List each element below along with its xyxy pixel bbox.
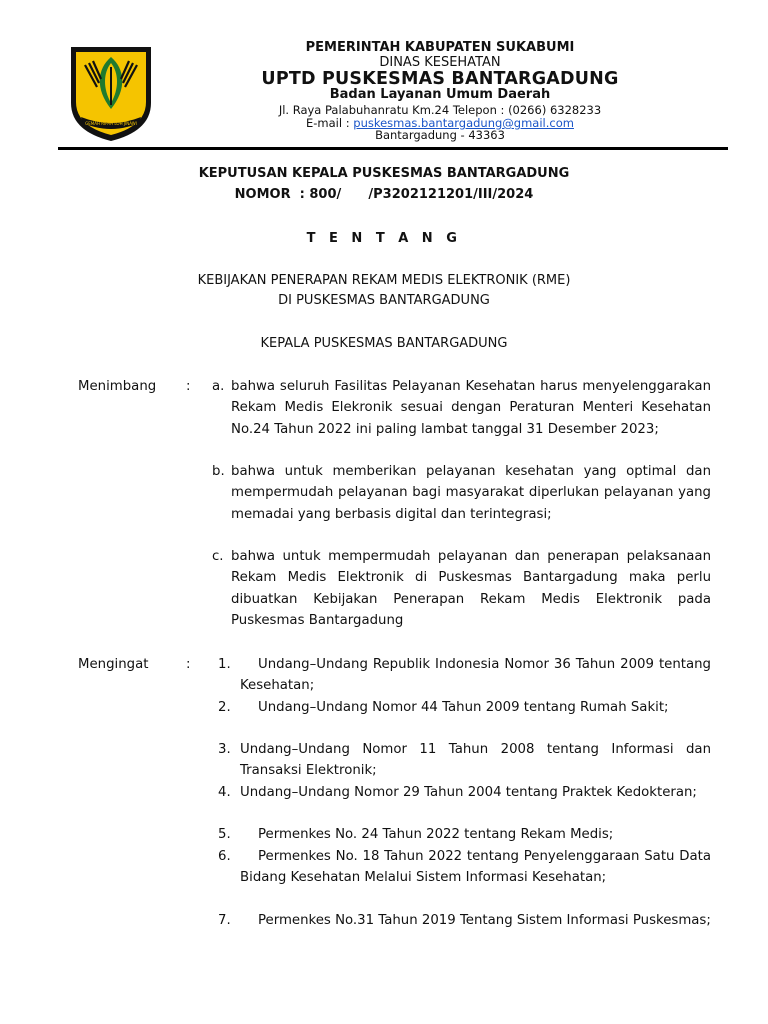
decree-number: NOMOR : 800/ /P3202121201/III/2024 bbox=[234, 187, 534, 202]
mengingat-marker-4: 4. bbox=[218, 785, 231, 800]
mengingat-marker-1: 1. bbox=[218, 657, 231, 672]
menimbang-colon: : bbox=[186, 379, 191, 394]
regency-emblem-logo bbox=[67, 43, 155, 143]
emblem-motto: GEMAH RIPAH LOH JINAWI bbox=[85, 121, 137, 126]
kop-government: PEMERINTAH KABUPATEN SUKABUMI bbox=[305, 40, 575, 55]
mengingat-marker-5: 5. bbox=[218, 827, 231, 842]
email-label: E-mail : bbox=[306, 116, 350, 130]
menimbang-item-b: bahwa untuk memberikan pelayanan kesehatan yang optimal dan mempermudah pelayanan bagi masyarakat diperlukan pelayanan yang memadai yang berbasis digital dan terintegrasi; bbox=[231, 464, 711, 522]
mengingat-item-6: Permenkes No. 18 Tahun 2022 tentang Penyelenggaraan Satu Data Bidang Kesehatan Melalui Sistem Informasi Kesehatan; bbox=[240, 849, 711, 886]
mengingat-item-3: Undang–Undang Nomor 11 Tahun 2008 tentang Informasi dan Transaksi Elektronik; bbox=[240, 742, 711, 779]
about-heading: T E N T A N G bbox=[306, 231, 462, 246]
mengingat-item-4: Undang–Undang Nomor 29 Tahun 2004 tentang Praktek Kedokteran; bbox=[240, 785, 697, 800]
menimbang-marker-a: a. bbox=[212, 379, 225, 394]
kop-city: Bantargadung - 43363 bbox=[375, 128, 505, 142]
mengingat-marker-2: 2. bbox=[218, 700, 231, 715]
subject-line-1: KEBIJAKAN PENERAPAN REKAM MEDIS ELEKTRONIK (RME) bbox=[197, 273, 571, 288]
decree-title: KEPUTUSAN KEPALA PUSKESMAS BANTARGADUNG bbox=[198, 166, 570, 181]
issuer-title: KEPALA PUSKESMAS BANTARGADUNG bbox=[260, 336, 508, 351]
menimbang-label: Menimbang bbox=[78, 379, 157, 394]
kop-agency: DINAS KESEHATAN bbox=[379, 55, 501, 70]
kop-address: Jl. Raya Palabuhanratu Km.24 Telepon : (0266) 6328233 bbox=[278, 103, 602, 117]
mengingat-item-1: Undang–Undang Republik Indonesia Nomor 36 Tahun 2009 tentang Kesehatan; bbox=[240, 657, 711, 694]
mengingat-label: Mengingat bbox=[78, 657, 149, 672]
menimbang-marker-b: b. bbox=[212, 464, 225, 479]
mengingat-colon: : bbox=[186, 657, 191, 672]
kop-institution: UPTD PUSKESMAS BANTARGADUNG bbox=[261, 69, 619, 89]
menimbang-marker-c: c. bbox=[212, 549, 224, 564]
mengingat-marker-6: 6. bbox=[218, 849, 231, 864]
kop-status: Badan Layanan Umum Daerah bbox=[329, 87, 551, 102]
subject-line-2: DI PUSKESMAS BANTARGADUNG bbox=[278, 293, 490, 308]
mengingat-item-7: Permenkes No.31 Tahun 2019 Tentang Sistem Informasi Puskesmas; bbox=[258, 913, 711, 928]
letterhead-divider bbox=[58, 147, 728, 150]
mengingat-marker-7: 7. bbox=[218, 913, 231, 928]
mengingat-marker-3: 3. bbox=[218, 742, 231, 757]
menimbang-item-c: bahwa untuk mempermudah pelayanan dan penerapan pelaksanaan Rekam Medis Elektronik di Puskesmas Bantargadung maka perlu dibuatkan Kebijakan Penerapan Rekam Medis Elektronik pada Puskesmas Bantargadung bbox=[231, 549, 711, 628]
mengingat-item-5: Permenkes No. 24 Tahun 2022 tentang Rekam Medis; bbox=[258, 827, 614, 842]
email-link[interactable]: puskesmas.bantargadung@gmail.com bbox=[353, 116, 574, 130]
mengingat-item-2: Undang–Undang Nomor 44 Tahun 2009 tentang Rumah Sakit; bbox=[258, 700, 669, 715]
menimbang-item-a: bahwa seluruh Fasilitas Pelayanan Kesehatan harus menyelenggarakan Rekam Medis Elekronik sesuai dengan Peraturan Menteri Kesehatan No.24 Tahun 2022 ini paling lambat tanggal 31 Desember 2023; bbox=[231, 379, 711, 437]
